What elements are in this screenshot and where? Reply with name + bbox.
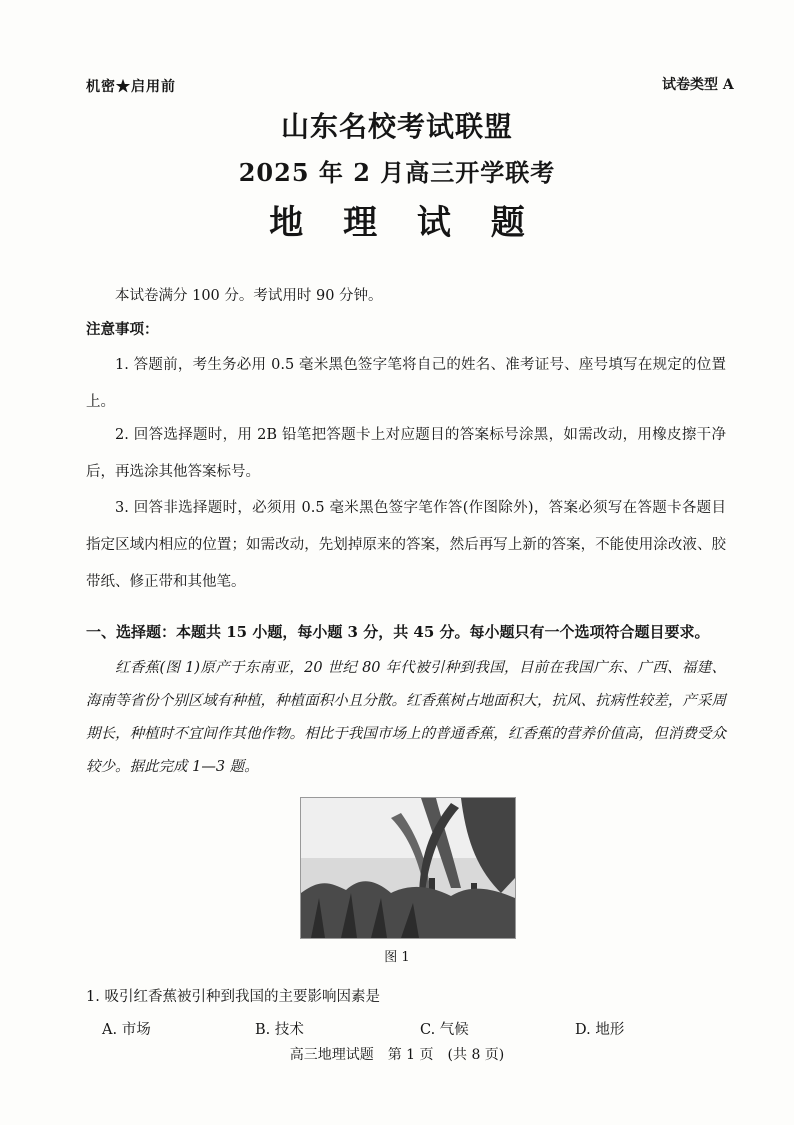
subject-title: 地 理 试 题 [269, 203, 539, 243]
option-d: D. 地形 [575, 1022, 625, 1038]
paper-type-label: 试卷类型 A [662, 77, 734, 93]
page-footer: 高三地理试题 第 1 页 (共 8 页) [289, 1047, 505, 1063]
note-item-1: 1. 答题前，考生务必用 0.5 毫米黑色签字笔将自己的姓名、准考证号、座号填写在规定的位置上。 [86, 357, 726, 410]
exam-date-title: 2025 年 2 月高三开学联考 [238, 158, 556, 187]
passage-text: 红香蕉(图 1)原产于东南亚，20 世纪 80 年代被引种到我国，目前在我国广东、广西、福建、海南等省份个别区域有种植，种植面积小且分散。红香蕉树占地面积大，抗风、抗病性较差，产采周期长，种植时不宜间作其他作物。相比于我国市场上的普通香蕉，红香蕉的营养价值高，但消费受众较少。据此完成 1—3 题。 [86, 660, 726, 775]
option-c: C. 气候 [420, 1022, 469, 1038]
option-a: A. 市场 [102, 1022, 151, 1038]
banana-plant-illustration [301, 798, 515, 938]
exam-organizer-title: 山东名校考试联盟 [280, 110, 513, 143]
question-1-stem: 1. 吸引红香蕉被引种到我国的主要影响因素是 [86, 989, 380, 1005]
confidential-label: 机密★启用前 [86, 79, 176, 95]
notes-heading: 注意事项： [86, 321, 159, 338]
red-banana-photo [300, 797, 516, 939]
note-item-3: 3. 回答非选择题时，必须用 0.5 毫米黑色签字笔作答(作图除外)，答案必须写在答题卡各题目指定区域内相应的位置；如需改动，先划掉原来的答案，然后再写上新的答案，不能使用涂改液、胶带纸、修正带和其他笔。 [86, 500, 726, 590]
note-item-2: 2. 回答选择题时，用 2B 铅笔把答题卡上对应题目的答案标号涂黑，如需改动，用橡皮擦干净后，再选涂其他答案标号。 [86, 427, 726, 480]
intro-text: 本试卷满分 100 分。考试用时 90 分钟。 [115, 288, 383, 304]
option-b: B. 技术 [255, 1022, 304, 1038]
figure-caption: 图 1 [384, 950, 410, 965]
section-heading: 一、选择题：本题共 15 小题，每小题 3 分，共 45 分。每小题只有一个选项符合题目要求。 [86, 623, 710, 641]
